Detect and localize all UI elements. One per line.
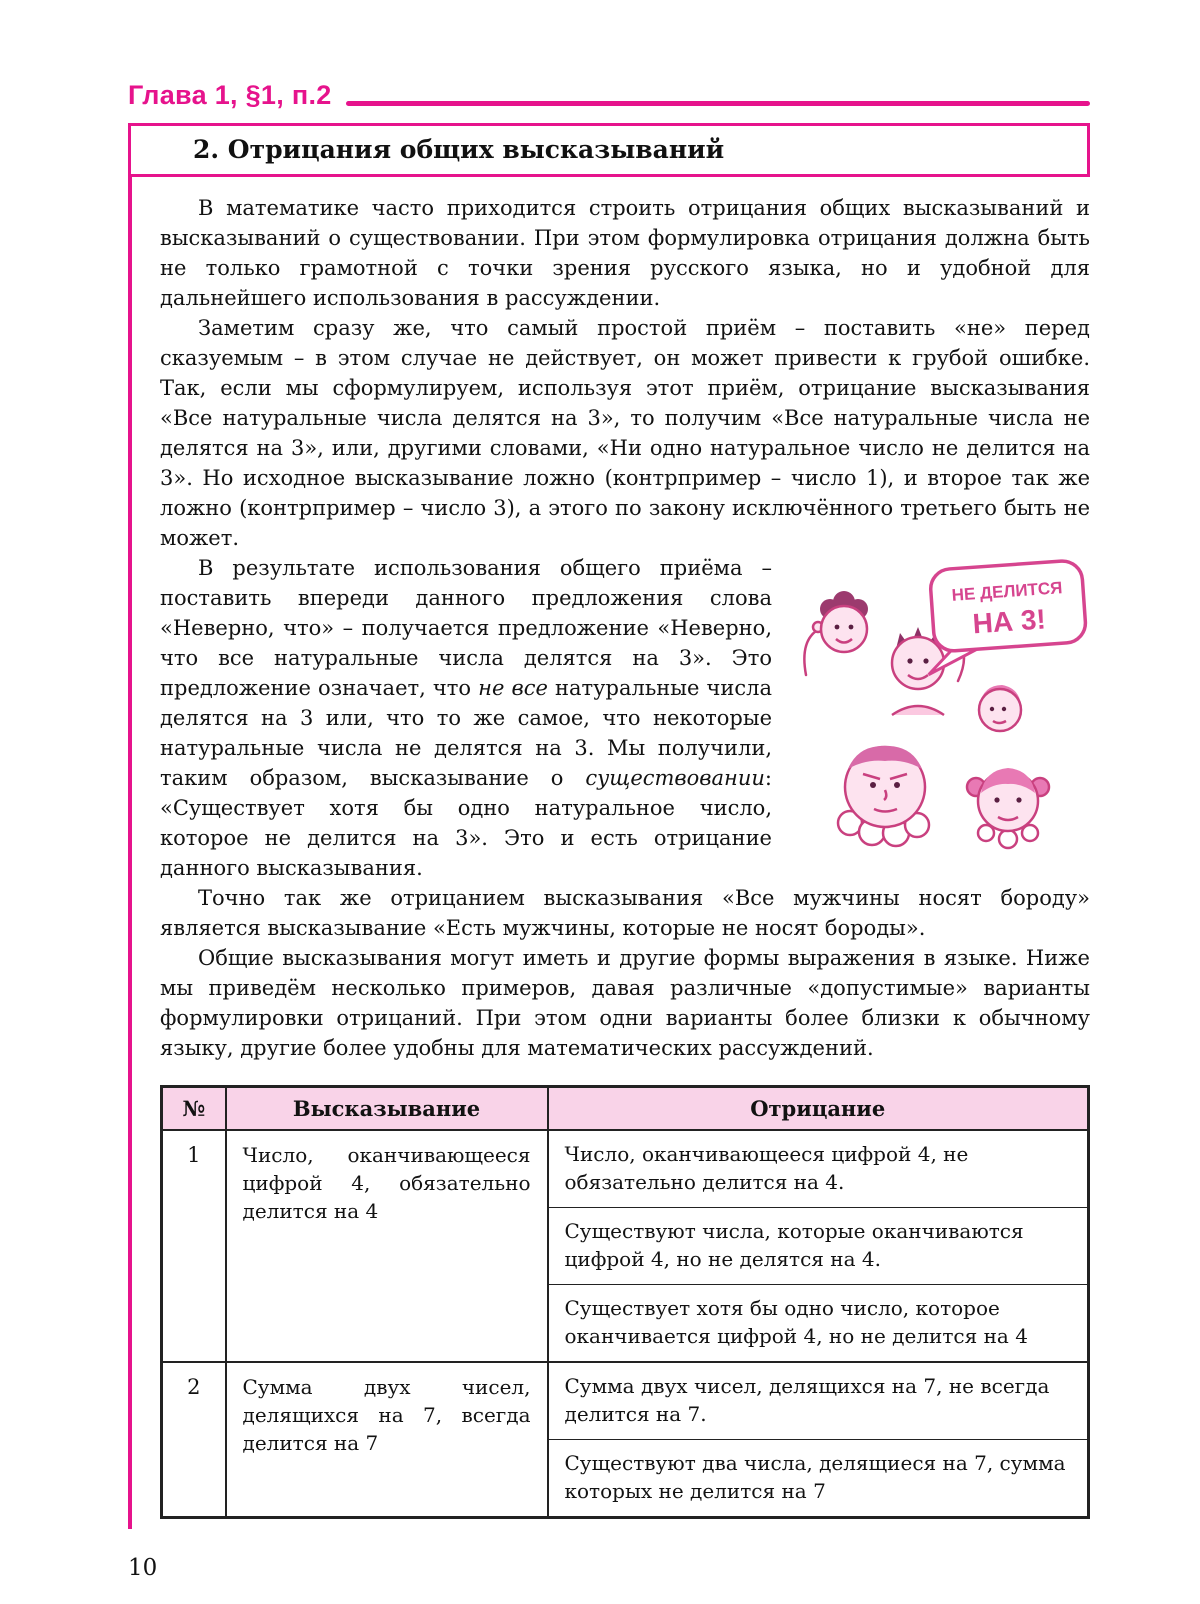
row-number: 2 [162,1362,226,1518]
table-header-num: № [162,1087,226,1131]
cartoon-kid [838,746,929,846]
negation-variant: Существуют числа, которые оканчиваются цифрой 4, но не делятся на 4. [549,1207,1088,1284]
row-statement: Число, оканчивающееся цифрой 4, обязательно делится на 4 [226,1130,548,1362]
row-number: 1 [162,1130,226,1362]
speech-bubble [921,560,1088,675]
table-header-statement: Высказывание [226,1087,548,1131]
negation-variant: Сумма двух чисел, делящихся на 7, не всегда делится на 7. [564,1374,1050,1426]
paragraph-3-segment: В результате использования общего приёма – поставить впереди данного предложения слова «Неверно, что» – получается предложение «Неверно, что все натуральные числа делятся на 3». Это предложение означает, что [160,556,772,700]
row-statement: Сумма двух чисел, делящихся на 7, всегда делится на 7 [226,1362,548,1518]
illustration [790,555,1090,855]
negation-variant: Существует хотя бы одно число, которое оканчивается цифрой 4, но не делится на 4 [549,1284,1088,1361]
table-header-negation: Отрицание [548,1087,1089,1131]
chapter-rule-line [346,101,1090,106]
children-cartoon [790,555,1090,855]
speech-bubble-text-line2: НА 3! [971,603,1047,640]
section-title: 2. Отрицания общих высказываний [193,135,725,164]
paragraph-3-segment: натуральные числа делятся на 3 или, что то же самое, что некоторые натуральные числа не делятся на 3. Мы получили, таким образом, высказывание о [160,676,772,790]
row-negations [548,1362,1089,1518]
cartoon-kid [967,768,1049,848]
page-number: 10 [128,1555,158,1581]
paragraph-3-italic: не все [478,676,548,700]
chapter-header [128,80,1090,111]
row-negations [548,1130,1089,1362]
paragraph-5: Общие высказывания могут иметь и другие формы выражения в языке. Ниже мы приведём несколько примеров, давая различные «допустимые» варианты формулировки отрицаний. При этом одни варианты более близки к обычному языку, другие более удобны для математических рассуждений. [160,946,1090,1060]
cartoon-kid [820,591,868,652]
content-area [128,177,1090,1529]
paragraph-2: Заметим сразу же, что самый простой приём – поставить «не» перед сказуемым – в этом случае не действует, он может привести к грубой ошибке. Так, если мы сформулируем, используя этот приём, отрицание высказывания «Все натуральные числа делятся на 3», то получим «Все натуральные числа не делятся на 3», или, другими словами, «Ни одно натуральное число не делится на 3». Но исходное высказывание ложно (контрпример – число 1), и второе так же ложно (контрпример – число 3), а этого по закону исключённого третьего быть не может. [160,316,1090,550]
negations-table [160,1085,1090,1519]
table-row [162,1130,1089,1362]
chapter-label: Глава 1, §1, п.2 [128,80,332,110]
paragraph-4: Точно так же отрицанием высказывания «Все мужчины носят бороду» является высказывание «Есть мужчины, которые не носят бороды». [160,886,1090,940]
table-header-row [162,1087,1089,1131]
paragraph-3-segment: : «Существует хотя бы одно натуральное число, которое не делится на 3». Это и есть отрицание данного высказывания. [160,766,772,880]
negation-variant: Число, оканчивающееся цифрой 4, не обязательно делится на 4. [564,1142,969,1194]
table-row [162,1362,1089,1518]
paragraph-3-italic: существовании [585,766,765,790]
paragraph-1: В математике часто приходится строить отрицания общих высказываний и высказываний о существовании. При этом формулировка отрицания должна быть не только грамотной с точки зрения русского языка, но и удобной для дальнейшего использования в рассуждении. [160,196,1090,310]
speech-bubble-text-line1: НЕ ДЕЛИТСЯ [951,578,1063,605]
negation-variant: Существуют два числа, делящиеся на 7, сумма которых не делится на 7 [549,1439,1088,1516]
section-title-box [128,123,1090,177]
cartoon-kid [979,685,1021,731]
